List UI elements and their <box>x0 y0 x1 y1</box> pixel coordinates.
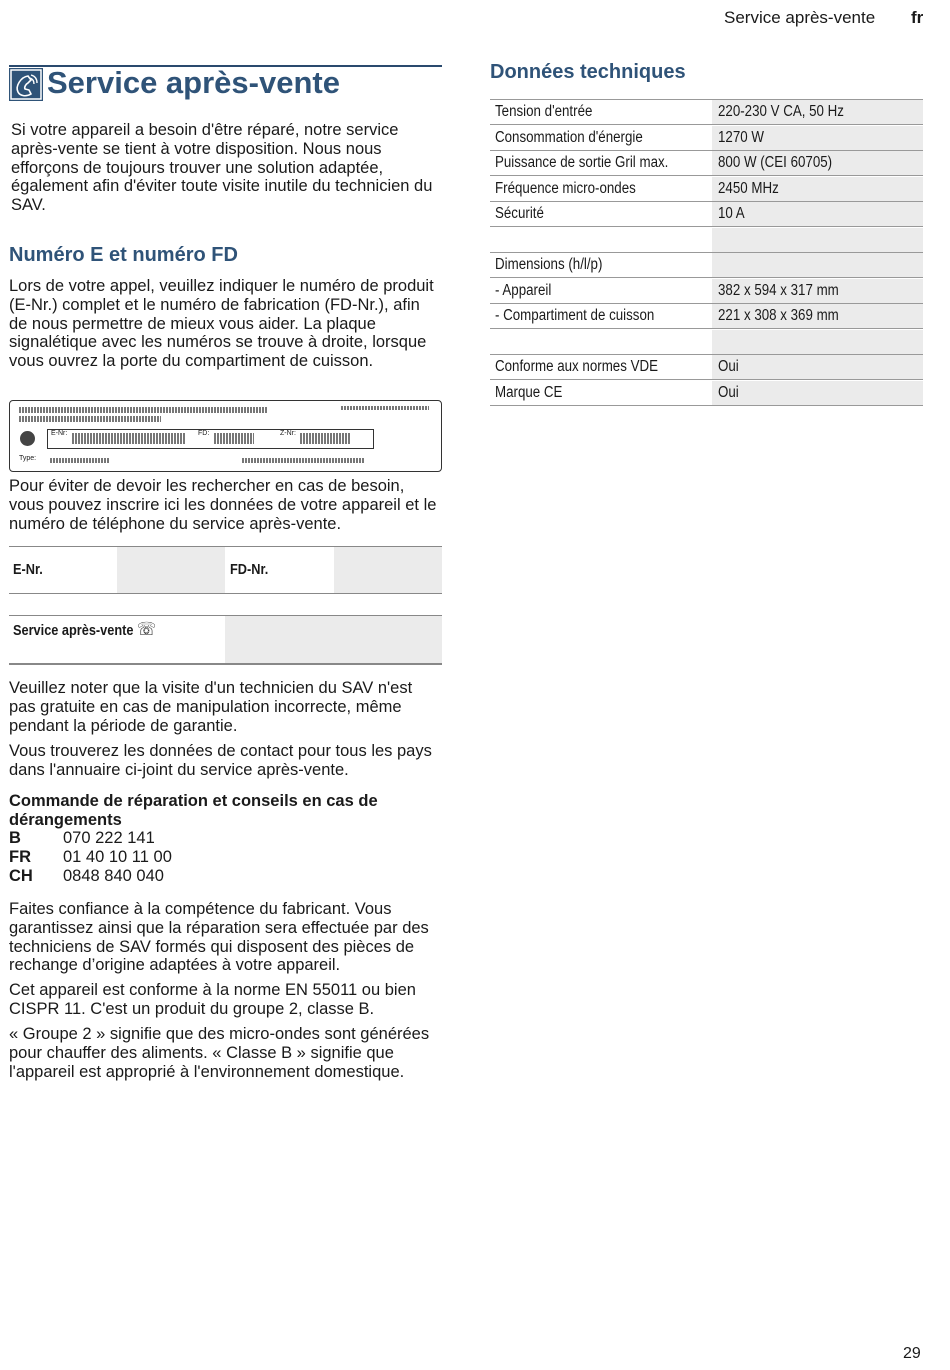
phone-number: 070 222 141 <box>63 829 155 847</box>
plate-number-placeholder <box>300 433 350 444</box>
plate-number-placeholder <box>214 433 254 444</box>
service-label <box>13 619 156 640</box>
tech-row <box>490 253 923 278</box>
enr-label: E-Nr. <box>13 561 43 578</box>
plate-text-placeholder <box>50 458 110 463</box>
running-header-title: Service après-vente <box>724 8 876 27</box>
phone-number: 0848 840 040 <box>63 866 164 885</box>
tech-label: - Compartiment de cuisson <box>495 307 655 324</box>
phone-row-ch <box>9 867 442 886</box>
tech-heading: Données techniques <box>490 61 686 83</box>
norm-paragraph: Cet appareil est conforme à la norme EN 55011 ou bien CISPR 11. C'est un produit du groupe 2, classe B. <box>9 981 416 1018</box>
tech-row-spacer <box>490 330 923 355</box>
plate-text-placeholder <box>19 407 267 413</box>
repair-heading: Commande de réparation et conseils en cas de dérangements <box>9 792 378 829</box>
tech-label: Consommation d'énergie <box>495 129 643 146</box>
fdnr-label: FD-Nr. <box>230 561 269 578</box>
tech-value: 1270 W <box>718 129 764 146</box>
plate-number-box <box>47 429 374 449</box>
phone-number: 01 40 10 11 00 <box>63 847 172 866</box>
tech-row <box>490 355 923 380</box>
page-number: 29 <box>903 1345 921 1362</box>
tech-row <box>490 279 923 304</box>
plate-text-placeholder <box>341 406 429 410</box>
tech-value: Oui <box>718 358 739 375</box>
tech-row <box>490 304 923 329</box>
rating-plate-illustration <box>9 400 442 472</box>
manufacturer-logo-icon <box>20 431 35 446</box>
country-code: B <box>9 829 21 847</box>
tech-value: 2450 MHz <box>718 180 779 197</box>
country-code: CH <box>9 866 33 885</box>
service-phone-entry-field[interactable] <box>225 616 442 663</box>
phone-icon <box>9 68 43 101</box>
phone-row-b <box>9 829 442 848</box>
tech-label: Dimensions (h/l/p) <box>495 256 603 273</box>
tech-value: 800 W (CEI 60705) <box>718 154 833 171</box>
plate-znr-label: Z-Nr: <box>280 430 296 437</box>
enr-entry-field[interactable] <box>117 547 225 593</box>
tech-value: Oui <box>718 384 739 401</box>
page-title: Service après-vente <box>47 65 340 100</box>
tech-label: Sécurité <box>495 205 544 222</box>
enr-heading: Numéro E et numéro FD <box>9 244 238 266</box>
tech-row <box>490 151 923 176</box>
section-title-bar <box>9 65 442 103</box>
enr-paragraph: Lors de votre appel, veuillez indiquer le numéro de produit (E-Nr.) complet et le numéro de fabrication (FD-Nr.), afin de nous permettre de mieux vous aider. La plaque signalétique avec les numéros se trouve à droite, lorsque vous ouvrez la porte du compartiment de cuisson. <box>9 277 434 371</box>
intro-paragraph: Si votre appareil a besoin d'être réparé, notre service après-vente se tient à votre disposition. Nous nous efforçons de toujours trouver une solution adaptée, également afin d'éviter toute visite inutile du technicien du SAV. <box>11 121 433 215</box>
plate-text-placeholder <box>242 458 365 463</box>
service-phone-entry-row <box>9 615 442 665</box>
notice-paragraph-2: Vous trouverez les données de contact pour tous les pays dans l'annuaire ci-joint du service après-vente. <box>9 742 432 779</box>
plate-enr-label: E-Nr: <box>51 430 68 437</box>
fdnr-entry-field[interactable] <box>334 547 442 593</box>
tech-label: Tension d'entrée <box>495 103 593 120</box>
tech-value: 221 x 308 x 369 mm <box>718 307 839 324</box>
tech-row <box>490 202 923 227</box>
tech-label: Fréquence micro-ondes <box>495 180 636 197</box>
tech-row <box>490 100 923 125</box>
country-code: FR <box>9 847 31 866</box>
tech-value: 10 A <box>718 205 745 222</box>
tech-row <box>490 177 923 202</box>
tech-row <box>490 381 923 406</box>
tech-value: 220-230 V CA, 50 Hz <box>718 103 844 120</box>
group-class-paragraph: « Groupe 2 » signifie que des micro-ondes sont générées pour chauffer des aliments. « Classe B » signifie que l'appareil est approprié à l'environnement domestique. <box>9 1025 430 1081</box>
telephone-icon: ☏ <box>137 619 157 639</box>
tech-row-spacer <box>490 228 923 253</box>
entry-intro-paragraph: Pour éviter de devoir les rechercher en cas de besoin, vous pouvez inscrire ici les données de votre appareil et le numéro de téléphone du service après-vente. <box>9 477 437 533</box>
repair-phone-list <box>9 829 442 885</box>
tech-label: - Appareil <box>495 282 552 299</box>
phone-row-fr <box>9 848 442 867</box>
tech-label: Puissance de sortie Gril max. <box>495 154 669 171</box>
notice-paragraph-1: Veuillez noter que la visite d'un technicien du SAV n'est pas gratuite en cas de manipulation incorrecte, même pendant la période de garantie. <box>9 679 413 735</box>
service-label-text: Service après-vente <box>13 622 134 639</box>
tech-value: 382 x 594 x 317 mm <box>718 282 839 299</box>
plate-type-label: Type: <box>19 455 37 462</box>
plate-fd-label: FD: <box>198 430 210 437</box>
plate-number-placeholder <box>72 433 185 444</box>
tech-row <box>490 126 923 151</box>
tech-label: Marque CE <box>495 384 563 401</box>
tech-label: Conforme aux normes VDE <box>495 358 658 375</box>
trust-paragraph: Faites confiance à la compétence du fabricant. Vous garantissez ainsi que la réparation sera effectuée par des techniciens de SAV formés qui disposent des pièces de rechange d’origine adaptées à votre appareil. <box>9 900 429 975</box>
plate-text-placeholder <box>19 416 161 422</box>
device-number-entry-row <box>9 546 442 594</box>
language-code: fr <box>911 8 924 27</box>
